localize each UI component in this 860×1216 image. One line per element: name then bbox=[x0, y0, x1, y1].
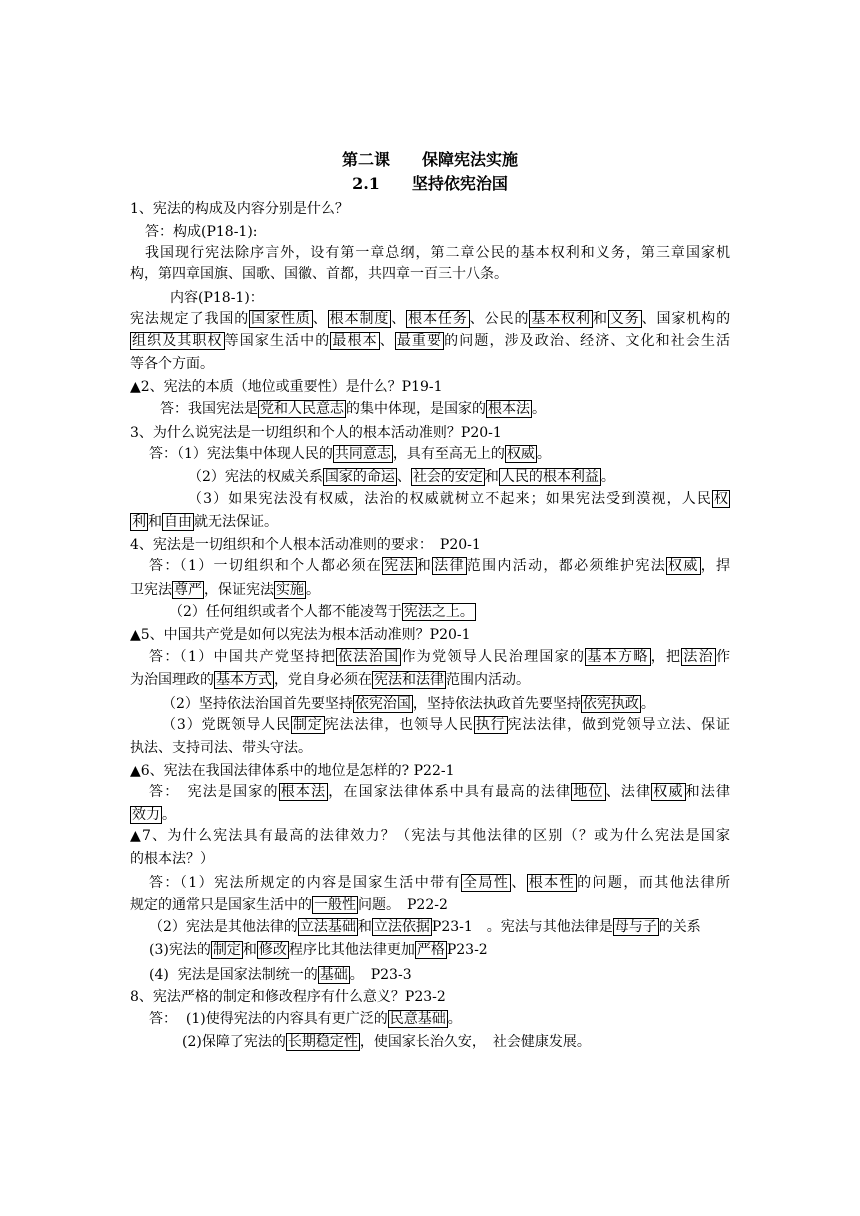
text-line bbox=[130, 264, 730, 285]
text-line bbox=[130, 580, 730, 601]
boxed-keyword: 基本权利 bbox=[531, 311, 591, 327]
boxed-keyword: 立法基础 bbox=[299, 919, 356, 935]
boxed-keyword: 利 bbox=[132, 514, 146, 530]
text-segment: 、 bbox=[511, 875, 527, 891]
text-segment: P23-1 。宪法与其他法律是 bbox=[431, 919, 613, 935]
text-segment: 执法、支持司法、带头守法。 bbox=[130, 740, 312, 756]
boxed-keyword: 立法依据 bbox=[373, 919, 430, 935]
text-segment: ，具有至高无上的 bbox=[392, 446, 505, 462]
text-segment: 问题。 P22-2 bbox=[358, 897, 448, 913]
boxed-keyword: 法律 bbox=[434, 558, 465, 574]
boxed-keyword: 根本任务 bbox=[408, 311, 468, 327]
boxed-keyword: 全局性 bbox=[463, 875, 510, 891]
boxed-keyword: 权威 bbox=[506, 446, 535, 462]
text-segment: 宪法法律，也领导人民 bbox=[324, 717, 474, 733]
text-line bbox=[149, 940, 730, 961]
text-segment: 。 bbox=[162, 807, 176, 823]
text-segment: 和 bbox=[416, 558, 433, 574]
boxed-keyword: 基础 bbox=[319, 967, 348, 983]
text-segment: 答：（1）中国共产党坚持把 bbox=[149, 649, 337, 665]
text-segment: 、 bbox=[396, 469, 411, 485]
text-line bbox=[182, 1032, 730, 1053]
text-segment: 1、宪法的构成及内容分别是什么？ bbox=[130, 201, 349, 217]
text-line bbox=[130, 895, 730, 916]
text-segment: 规定的通常只是国家生活中的 bbox=[130, 897, 312, 913]
text-segment: （3）党既领导人民 bbox=[162, 717, 291, 733]
text-segment: 等国家生活中的 bbox=[224, 333, 331, 349]
text-segment: ▲2、宪法的本质（地位或重要性）是什么？P19-1 bbox=[130, 379, 443, 395]
text-segment: (3)宪法的 bbox=[149, 942, 211, 958]
text-line bbox=[149, 1009, 730, 1030]
text-segment: 的关系 bbox=[658, 919, 701, 935]
text-segment: 答：（1）宪法所规定的内容是国家生活中带有 bbox=[149, 875, 462, 891]
boxed-keyword: 国家的命运 bbox=[324, 469, 395, 485]
text-segment: 和 bbox=[242, 942, 257, 958]
text-segment: 范围内活动。 bbox=[446, 672, 530, 688]
boxed-keyword: 效力 bbox=[132, 807, 160, 823]
text-segment: 卫宪法 bbox=[130, 582, 172, 598]
text-line bbox=[162, 715, 730, 736]
text-segment: 就无法保证。 bbox=[194, 514, 278, 530]
boxed-keyword: 最根本 bbox=[332, 333, 378, 349]
boxed-keyword: 母与子 bbox=[614, 919, 657, 935]
text-segment: （2）宪法是其他法律的 bbox=[149, 919, 298, 935]
text-segment: 、法律 bbox=[605, 784, 652, 800]
text-line bbox=[162, 694, 730, 715]
text-segment: ，在国家法律体系中具有最高的法律 bbox=[328, 784, 572, 800]
text-segment: 、 bbox=[312, 311, 328, 327]
text-segment: 的问题，涉及政治、经济、文化和社会生活 bbox=[444, 333, 731, 349]
text-segment: ▲7、为什么宪法具有最高的法律效力？（宪法与其他法律的区别（？或为什么宪法是国家 bbox=[130, 828, 730, 844]
text-segment: ，坚持依法执政首先要坚持 bbox=[412, 696, 581, 712]
boxed-keyword: 人民的根本利益 bbox=[500, 469, 599, 485]
boxed-keyword: 依宪治国 bbox=[354, 696, 411, 712]
text-segment: 为治国理政的 bbox=[130, 672, 214, 688]
text-segment: 的问题，而其他法律所 bbox=[577, 875, 731, 891]
boxed-keyword: 实施 bbox=[276, 582, 304, 598]
text-line bbox=[160, 399, 730, 420]
text-segment: ▲5、中国共产党是如何以宪法为根本活动准则？P20-1 bbox=[130, 627, 471, 643]
boxed-keyword: 权 bbox=[714, 491, 728, 507]
text-segment: 。 bbox=[447, 1011, 462, 1027]
text-segment: 答： (1)使得宪法的内容具有更广泛的 bbox=[149, 1011, 388, 1027]
boxed-keyword: 基本方式 bbox=[216, 672, 272, 688]
text-segment: 。 bbox=[532, 401, 546, 417]
boxed-keyword: 基本方略 bbox=[587, 649, 649, 665]
text-segment: 答：（1）一切组织和个人都必须在 bbox=[149, 558, 383, 574]
boxed-keyword: 宪法和法律 bbox=[374, 672, 444, 688]
text-line bbox=[130, 670, 730, 691]
text-segment: ，党自身必须在 bbox=[274, 672, 372, 688]
text-segment: P23-2 bbox=[446, 942, 488, 958]
text-segment: 答：构成(P18-1): bbox=[145, 224, 258, 240]
text-line bbox=[130, 761, 730, 782]
boxed-keyword: 党和人民意志 bbox=[260, 401, 344, 417]
text-line bbox=[149, 917, 730, 938]
boxed-keyword: 根本性 bbox=[528, 875, 576, 891]
boxed-keyword: 共同意志 bbox=[334, 446, 391, 462]
text-line bbox=[130, 309, 730, 330]
text-line bbox=[149, 444, 730, 465]
boxed-keyword: 宪法之上。 bbox=[403, 604, 474, 620]
text-line bbox=[149, 873, 730, 894]
text-line bbox=[169, 602, 730, 623]
boxed-keyword: 长期稳定性 bbox=[287, 1034, 358, 1050]
text-segment: 答： 宪法是国家的 bbox=[149, 784, 279, 800]
text-segment: 答：我国宪法是 bbox=[160, 401, 258, 417]
text-line bbox=[188, 489, 730, 510]
text-segment: 。 bbox=[640, 696, 655, 712]
text-segment: 4、宪法是一切组织和个人根本活动准则的要求： P20-1 bbox=[130, 537, 481, 553]
text-line bbox=[130, 987, 730, 1008]
boxed-keyword: 权威 bbox=[653, 784, 684, 800]
text-segment: 和法律 bbox=[685, 784, 731, 800]
text-line bbox=[130, 199, 730, 220]
boxed-keyword: 依法治国 bbox=[338, 649, 400, 665]
boxed-keyword: 组织及其职权 bbox=[132, 333, 223, 349]
text-line bbox=[130, 849, 730, 870]
text-segment: 、公民的 bbox=[469, 311, 530, 327]
text-line bbox=[130, 354, 730, 375]
text-segment: 、 bbox=[391, 311, 407, 327]
boxed-keyword: 义务 bbox=[609, 311, 640, 327]
boxed-keyword: 一般性 bbox=[314, 897, 356, 913]
text-segment: 。 bbox=[600, 469, 615, 485]
text-segment: 和 bbox=[148, 514, 162, 530]
text-segment: 构，第四章国旗、国歌、国徽、首都，共四章一百三十八条。 bbox=[130, 266, 508, 282]
text-segment: (2)保障了宪法的 bbox=[182, 1034, 286, 1050]
text-segment: ▲6、宪法在我国法律体系中的地位是怎样的? P22-1 bbox=[130, 763, 455, 779]
text-line bbox=[149, 965, 730, 986]
boxed-keyword: 地位 bbox=[573, 784, 604, 800]
text-segment: 等各个方面。 bbox=[130, 356, 214, 372]
text-line bbox=[188, 467, 730, 488]
text-segment: ，捍 bbox=[700, 558, 731, 574]
boxed-keyword: 根本法 bbox=[280, 784, 327, 800]
text-segment: ，保证宪法 bbox=[204, 582, 274, 598]
text-segment: 作为党领导人民治理国家的 bbox=[401, 649, 586, 665]
text-segment: ，把 bbox=[650, 649, 682, 665]
text-line bbox=[130, 625, 730, 646]
text-segment: （2）任何组织或者个人都不能凌驾于 bbox=[169, 604, 402, 620]
text-segment: 的根本法？） bbox=[130, 851, 214, 867]
text-segment: ，使国家长治久安， 社会健康发展。 bbox=[359, 1034, 591, 1050]
text-segment: （2）坚持依法治国首先要坚持 bbox=[162, 696, 353, 712]
boxed-keyword: 依宪执政 bbox=[582, 696, 639, 712]
boxed-keyword: 执行 bbox=[475, 717, 506, 733]
text-segment: 。 bbox=[536, 446, 551, 462]
text-segment: 范围内活动，都必须维护宪法 bbox=[466, 558, 667, 574]
boxed-keyword: 制定 bbox=[292, 717, 323, 733]
text-segment: 我国现行宪法除序言外，设有第一章总纲，第二章公民的基本权利和义务，第三章国家机 bbox=[145, 245, 730, 261]
boxed-keyword: 根本法 bbox=[488, 401, 530, 417]
text-line bbox=[170, 288, 730, 309]
text-segment: 程序比其他法律更加 bbox=[288, 942, 415, 958]
boxed-keyword: 自由 bbox=[164, 514, 192, 530]
boxed-keyword: 权威 bbox=[668, 558, 699, 574]
text-line bbox=[130, 377, 730, 398]
boxed-keyword: 最重要 bbox=[396, 333, 443, 349]
boxed-keyword: 制定 bbox=[212, 942, 241, 958]
text-line bbox=[130, 423, 730, 444]
text-segment: （2）宪法的权威关系 bbox=[188, 469, 323, 485]
text-segment: 3、为什么说宪法是一切组织和个人的根本活动准则？P20-1 bbox=[130, 425, 502, 441]
text-segment: 答：（1）宪法集中体现人民的 bbox=[149, 446, 333, 462]
boxed-keyword: 社会的安定 bbox=[412, 469, 483, 485]
boxed-keyword: 根本制度 bbox=[329, 311, 390, 327]
boxed-keyword: 法治 bbox=[683, 649, 715, 665]
text-segment: 和 bbox=[484, 469, 499, 485]
text-line bbox=[145, 243, 730, 264]
text-segment: 8、宪法严格的制定和修改程序有什么意义？P23-2 bbox=[130, 989, 446, 1005]
text-line bbox=[130, 805, 730, 826]
text-segment: 宪法规定了我国的 bbox=[130, 311, 250, 327]
text-segment: 的集中体现，是国家的 bbox=[346, 401, 486, 417]
text-segment: 、国家机构的 bbox=[641, 311, 731, 327]
boxed-keyword: 尊严 bbox=[174, 582, 202, 598]
text-segment: (4) 宪法是国家法制统一的 bbox=[149, 967, 318, 983]
text-line bbox=[149, 647, 730, 668]
text-line bbox=[130, 738, 730, 759]
text-line bbox=[149, 556, 730, 577]
text-line bbox=[145, 222, 730, 243]
text-segment: 。 P23-3 bbox=[349, 967, 412, 983]
text-segment: 。 bbox=[306, 582, 320, 598]
text-line bbox=[130, 331, 730, 352]
text-segment: 作 bbox=[716, 649, 731, 665]
boxed-keyword: 国家性质 bbox=[251, 311, 311, 327]
boxed-keyword: 民意基础 bbox=[389, 1011, 446, 1027]
boxed-keyword: 宪法 bbox=[384, 558, 415, 574]
section-title: 2.1 坚持依宪治国 bbox=[352, 174, 508, 193]
lesson-title: 第二课 保障宪法实施 bbox=[341, 150, 518, 169]
text-segment: 和 bbox=[357, 919, 372, 935]
boxed-keyword: 严格 bbox=[416, 942, 445, 958]
text-line bbox=[130, 512, 730, 533]
text-segment: 宪法法律，做到党领导立法、保证 bbox=[507, 717, 731, 733]
text-segment: 内容(P18-1)： bbox=[170, 290, 264, 306]
text-segment: （3）如果宪法没有权威，法治的权威就树立不起来；如果宪法受到漠视，人民 bbox=[188, 491, 712, 507]
text-segment: 、 bbox=[379, 333, 395, 349]
text-line bbox=[130, 826, 730, 847]
text-segment: 和 bbox=[592, 311, 608, 327]
boxed-keyword: 修改 bbox=[258, 942, 287, 958]
text-line bbox=[149, 782, 730, 803]
text-line bbox=[130, 535, 730, 556]
